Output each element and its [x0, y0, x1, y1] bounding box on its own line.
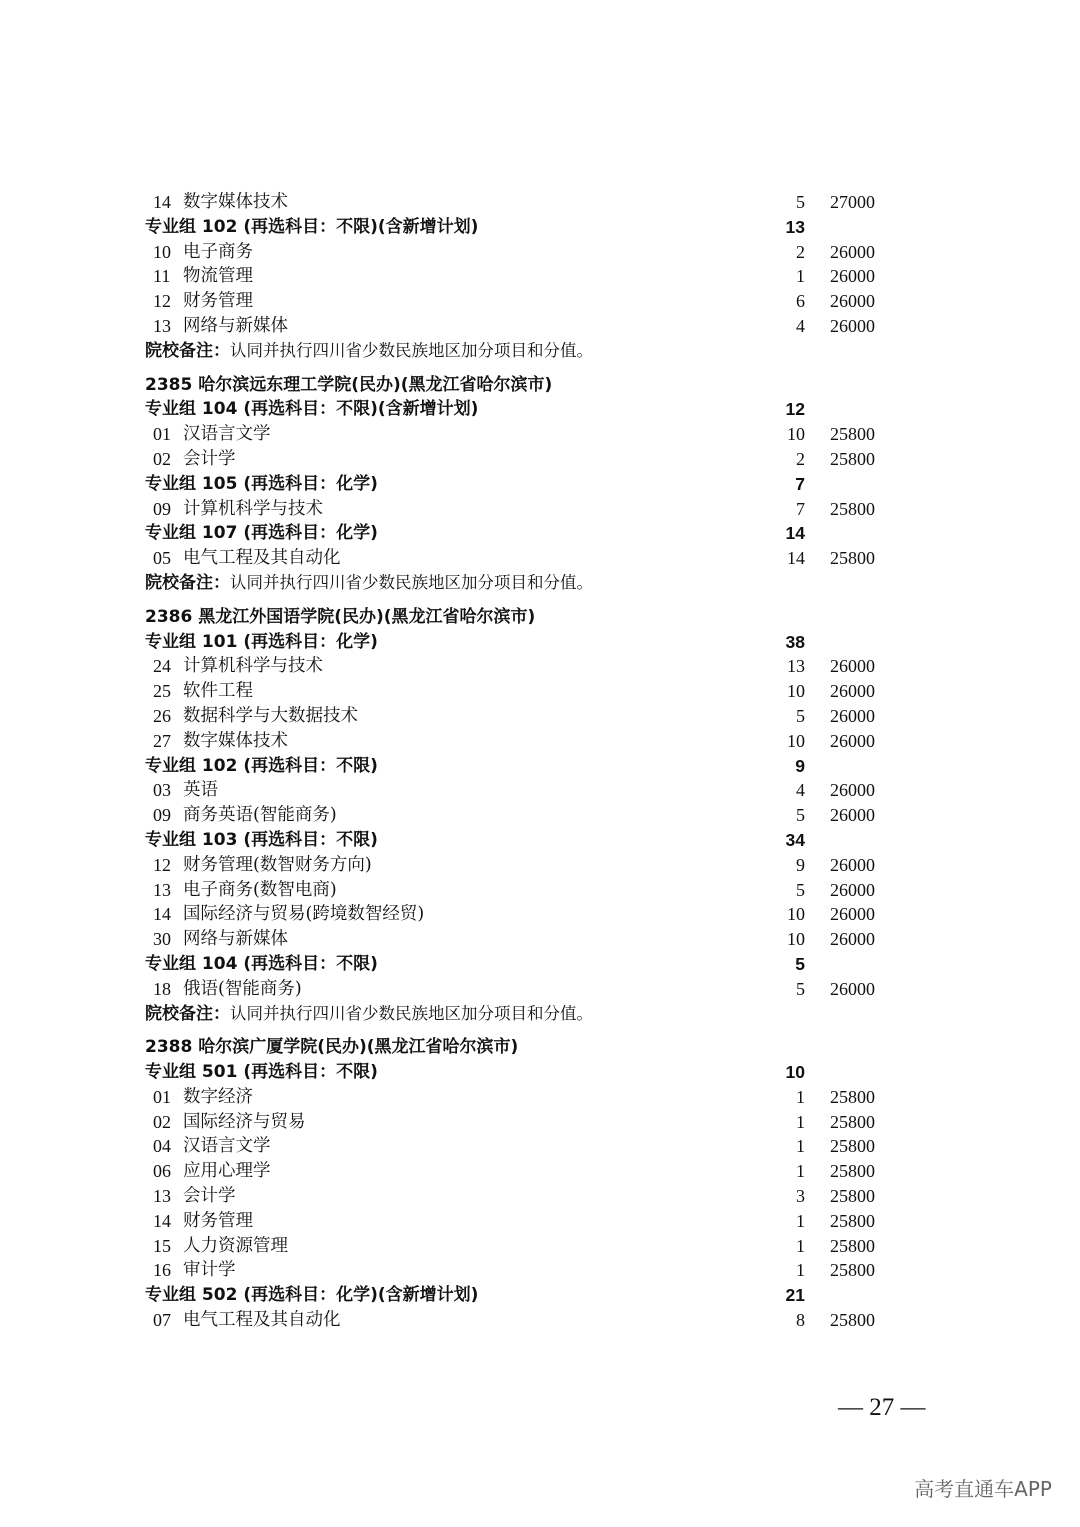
school-note-text: 认同并执行四川省少数民族地区加分项目和分值。 — [230, 572, 593, 592]
tuition-fee: 25800 — [830, 1235, 875, 1256]
school-note — [145, 339, 593, 365]
group-plan-count: 7 — [795, 473, 805, 494]
tuition-fee: 25800 — [830, 424, 875, 445]
major-group-row — [145, 630, 905, 655]
major-row — [145, 1308, 905, 1333]
major-group-label: 专业组 104 (再选科目：不限)(含新增计划) — [145, 399, 479, 420]
major-group-row — [145, 521, 905, 546]
tuition-fee: 26000 — [830, 266, 875, 287]
plan-count: 2 — [796, 448, 805, 469]
major-row — [145, 314, 905, 339]
major-row — [145, 240, 905, 265]
school-name: 2388 哈尔滨广厦学院(民办)(黑龙江省哈尔滨市) — [145, 1037, 519, 1058]
major-code: 06 — [153, 1161, 171, 1182]
school-header — [145, 605, 905, 630]
plan-count: 10 — [787, 929, 805, 950]
tuition-fee: 25800 — [830, 1210, 875, 1231]
major-group-label: 专业组 501 (再选科目：不限) — [145, 1062, 378, 1083]
plan-count: 5 — [796, 192, 805, 212]
major-code: 03 — [153, 780, 171, 801]
major-name: 财务管理 — [183, 1210, 253, 1231]
group-plan-count: 13 — [785, 216, 805, 237]
major-code: 15 — [153, 1235, 171, 1256]
plan-count: 2 — [796, 241, 805, 262]
plan-count: 1 — [796, 1161, 805, 1182]
major-code: 01 — [153, 1086, 171, 1107]
tuition-fee: 26000 — [830, 241, 875, 262]
plan-count: 1 — [796, 266, 805, 287]
major-code: 09 — [153, 805, 171, 826]
group-plan-count: 5 — [795, 953, 805, 974]
major-group-label: 专业组 107 (再选科目：化学) — [145, 523, 378, 544]
major-name: 财务管理 — [183, 291, 253, 312]
major-name: 网络与新媒体 — [183, 315, 288, 336]
tuition-fee: 26000 — [830, 291, 875, 312]
tuition-fee: 25800 — [830, 498, 875, 519]
tuition-fee: 25800 — [830, 1136, 875, 1157]
plan-count: 5 — [796, 805, 805, 826]
major-group-label: 专业组 104 (再选科目：不限) — [145, 953, 378, 974]
major-name: 审计学 — [183, 1260, 236, 1281]
school-note — [145, 571, 593, 597]
major-name: 数字经济 — [183, 1086, 253, 1107]
group-plan-count: 21 — [785, 1285, 805, 1306]
tuition-fee: 25800 — [830, 1310, 875, 1331]
major-row — [145, 289, 905, 314]
plan-count: 4 — [796, 315, 805, 336]
major-row — [145, 853, 905, 878]
major-row — [145, 1110, 905, 1135]
major-row — [145, 190, 905, 215]
tuition-fee: 26000 — [830, 656, 875, 677]
group-plan-count: 10 — [785, 1062, 805, 1083]
major-name: 电气工程及其自动化 — [183, 1310, 341, 1331]
major-code: 13 — [153, 315, 171, 336]
group-plan-count: 38 — [785, 631, 805, 652]
major-name: 物流管理 — [183, 266, 253, 287]
major-row — [145, 679, 905, 704]
major-code: 09 — [153, 498, 171, 519]
major-name: 计算机科学与技术 — [183, 498, 323, 519]
tuition-fee: 26000 — [830, 929, 875, 950]
group-plan-count: 9 — [795, 755, 805, 776]
major-code: 02 — [153, 1111, 171, 1132]
plan-count: 1 — [796, 1235, 805, 1256]
major-name: 人力资源管理 — [183, 1235, 288, 1256]
plan-count: 8 — [796, 1310, 805, 1331]
tuition-fee: 26000 — [830, 681, 875, 702]
tuition-fee: 27000 — [830, 192, 875, 212]
tuition-fee: 25800 — [830, 1111, 875, 1132]
major-name: 电气工程及其自动化 — [183, 548, 341, 569]
major-code: 14 — [153, 904, 171, 925]
major-row — [145, 1234, 905, 1259]
major-code: 14 — [153, 1210, 171, 1231]
plan-count: 1 — [796, 1086, 805, 1107]
major-name: 俄语(智能商务) — [183, 978, 302, 999]
major-row — [145, 803, 905, 828]
major-name: 汉语言文学 — [183, 424, 271, 445]
major-group-label: 专业组 502 (再选科目：化学)(含新增计划) — [145, 1285, 479, 1306]
plan-count: 1 — [796, 1136, 805, 1157]
plan-count: 7 — [796, 498, 805, 519]
school-note — [145, 1002, 593, 1028]
school-note-label: 院校备注： — [145, 340, 230, 361]
major-group-row — [145, 472, 905, 497]
major-code: 10 — [153, 241, 171, 262]
school-header — [145, 373, 905, 398]
tuition-fee: 26000 — [830, 805, 875, 826]
major-row — [145, 1134, 905, 1159]
major-name: 计算机科学与技术 — [183, 656, 323, 677]
major-group-label: 专业组 103 (再选科目：不限) — [145, 829, 378, 850]
school-header — [145, 1035, 905, 1060]
tuition-fee: 25800 — [830, 448, 875, 469]
major-group-label: 专业组 102 (再选科目：不限) — [145, 755, 378, 776]
major-row — [145, 422, 905, 447]
plan-count: 6 — [796, 291, 805, 312]
major-row — [145, 927, 905, 952]
major-code: 07 — [153, 1310, 171, 1331]
plan-count: 10 — [787, 424, 805, 445]
school-name: 2386 黑龙江外国语学院(民办)(黑龙江省哈尔滨市) — [145, 606, 536, 627]
major-name: 英语 — [183, 780, 218, 801]
major-name: 财务管理(数智财务方向) — [183, 854, 372, 875]
plan-count: 5 — [796, 978, 805, 999]
major-row — [145, 1159, 905, 1184]
major-name: 汉语言文学 — [183, 1136, 271, 1157]
plan-count: 1 — [796, 1111, 805, 1132]
major-code: 30 — [153, 929, 171, 950]
major-name: 网络与新媒体 — [183, 929, 288, 950]
plan-count: 5 — [796, 879, 805, 900]
tuition-fee: 26000 — [830, 780, 875, 801]
plan-count: 13 — [787, 656, 805, 677]
major-group-label: 专业组 101 (再选科目：化学) — [145, 631, 378, 652]
major-row — [145, 878, 905, 903]
major-row — [145, 977, 905, 1002]
tuition-fee: 25800 — [830, 1161, 875, 1182]
major-row — [145, 654, 905, 679]
major-code: 01 — [153, 424, 171, 445]
major-code: 11 — [153, 266, 171, 287]
school-name: 2385 哈尔滨远东理工学院(民办)(黑龙江省哈尔滨市) — [145, 374, 553, 395]
major-name: 应用心理学 — [183, 1161, 271, 1182]
watermark-text: 高考直通车APP — [914, 1477, 1052, 1501]
tuition-fee: 26000 — [830, 705, 875, 726]
major-code: 02 — [153, 448, 171, 469]
group-plan-count: 12 — [785, 399, 805, 420]
major-name: 电子商务 — [183, 241, 253, 262]
major-name: 国际经济与贸易(跨境数智经贸) — [183, 904, 425, 925]
major-row — [145, 1258, 905, 1283]
plan-count: 14 — [787, 548, 805, 569]
major-code: 26 — [153, 705, 171, 726]
major-code: 25 — [153, 681, 171, 702]
major-code: 27 — [153, 730, 171, 751]
tuition-fee: 26000 — [830, 730, 875, 751]
plan-count: 1 — [796, 1210, 805, 1231]
tuition-fee: 26000 — [830, 904, 875, 925]
major-code: 05 — [153, 548, 171, 569]
plan-count: 5 — [796, 705, 805, 726]
tuition-fee: 25800 — [830, 548, 875, 569]
plan-count: 3 — [796, 1186, 805, 1207]
major-name: 会计学 — [183, 448, 236, 469]
major-row — [145, 729, 905, 754]
school-note-label: 院校备注： — [145, 572, 230, 593]
plan-count: 9 — [796, 854, 805, 875]
major-row — [145, 1184, 905, 1209]
major-code: 13 — [153, 879, 171, 900]
major-name: 国际经济与贸易 — [183, 1111, 306, 1132]
major-group-label: 专业组 105 (再选科目：化学) — [145, 473, 378, 494]
major-row — [145, 447, 905, 472]
tuition-fee: 26000 — [830, 879, 875, 900]
major-code: 13 — [153, 1186, 171, 1207]
plan-count: 10 — [787, 681, 805, 702]
school-note-row — [145, 339, 905, 364]
major-row — [145, 1085, 905, 1110]
document-body — [145, 190, 905, 1333]
school-note-text: 认同并执行四川省少数民族地区加分项目和分值。 — [230, 340, 593, 360]
major-name: 软件工程 — [183, 681, 253, 702]
group-plan-count: 34 — [785, 829, 805, 850]
major-name: 商务英语(智能商务) — [183, 805, 337, 826]
tuition-fee: 26000 — [830, 315, 875, 336]
major-group-row — [145, 952, 905, 977]
major-code: 12 — [153, 291, 171, 312]
group-plan-count: 14 — [785, 523, 805, 544]
tuition-fee: 26000 — [830, 978, 875, 999]
tuition-fee: 25800 — [830, 1260, 875, 1281]
major-group-row — [145, 215, 905, 240]
major-group-row — [145, 828, 905, 853]
major-row — [145, 264, 905, 289]
plan-count: 1 — [796, 1260, 805, 1281]
major-group-label: 专业组 102 (再选科目：不限)(含新增计划) — [145, 216, 479, 237]
plan-count: 10 — [787, 730, 805, 751]
major-row — [145, 1209, 905, 1234]
major-row — [145, 778, 905, 803]
plan-count: 4 — [796, 780, 805, 801]
major-name: 电子商务(数智电商) — [183, 879, 337, 900]
school-note-row — [145, 571, 905, 596]
major-name: 数据科学与大数据技术 — [183, 705, 358, 726]
major-row — [145, 497, 905, 522]
school-note-text: 认同并执行四川省少数民族地区加分项目和分值。 — [230, 1003, 593, 1023]
major-group-row — [145, 754, 905, 779]
major-group-row — [145, 397, 905, 422]
tuition-fee: 25800 — [830, 1186, 875, 1207]
major-group-row — [145, 1283, 905, 1308]
major-name: 数字媒体技术 — [183, 730, 288, 751]
major-code: 04 — [153, 1136, 171, 1157]
major-code: 16 — [153, 1260, 171, 1281]
school-note-label: 院校备注： — [145, 1003, 230, 1024]
tuition-fee: 25800 — [830, 1086, 875, 1107]
major-name: 数字媒体技术 — [183, 192, 288, 212]
major-code: 12 — [153, 854, 171, 875]
major-group-row — [145, 1060, 905, 1085]
major-code: 18 — [153, 978, 171, 999]
page-number: — 27 — — [838, 1394, 926, 1421]
major-code: 24 — [153, 656, 171, 677]
major-name: 会计学 — [183, 1186, 236, 1207]
tuition-fee: 26000 — [830, 854, 875, 875]
major-row — [145, 902, 905, 927]
plan-count: 10 — [787, 904, 805, 925]
major-code: 14 — [153, 192, 171, 212]
major-row — [145, 704, 905, 729]
school-note-row — [145, 1002, 905, 1027]
major-row — [145, 546, 905, 571]
